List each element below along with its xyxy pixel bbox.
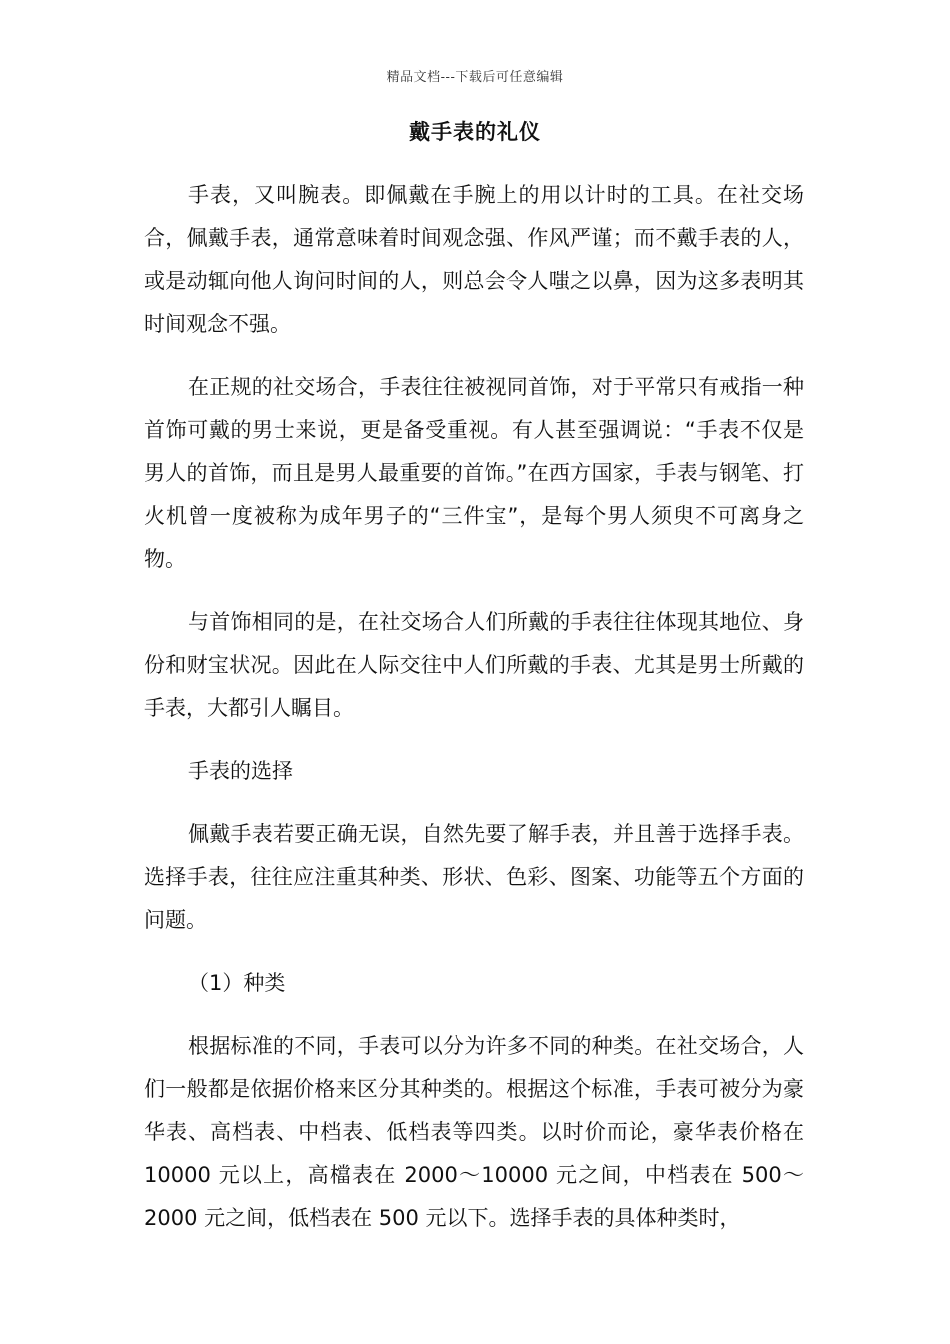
document-body [144,174,804,1260]
page-header-note: 精品文档---下载后可任意编辑 [386,70,564,85]
document-title: 戴手表的礼仪 [409,120,541,144]
paragraph-intro: 手表，又叫腕表。即佩戴在手腕上的用以计时的工具。在社交场合，佩戴手表，通常意味着时间观念强、作风严谨；而不戴手表的人，或是动辄向他人询问时间的人，则总会令人嗤之以鼻，因为这多表明其时间观念不强。 [144,183,804,336]
paragraph-jewelry: 在正规的社交场合，手表往往被视同首饰，对于平常只有戒指一种首饰可戴的男士来说，更是备受重视。有人甚至强调说：“手表不仅是男人的首饰，而且是男人最重要的首饰。”在西方国家，手表与钢笔、打火机曾一度被称为成年男子的“三件宝”，是每个男人须臾不可离身之物。 [144,375,804,571]
paragraph-status: 与首饰相同的是，在社交场合人们所戴的手表往往体现其地位、身份和财宝状况。因此在人际交往中人们所戴的手表、尤其是男士所戴的手表，大都引人瞩目。 [144,610,804,720]
paragraph-types: 根据标准的不同，手表可以分为许多不同的种类。在社交场合，人们一般都是依据价格来区分其种类的。根据这个标准，手表可被分为豪华表、高档表、中档表、低档表等四类。以时价而论，豪华表价格在 10000 元以上，高檔表在 2000～10000 元之间，中档表在 500～2000 元之间，低档表在 500 元以下。选择手表的具体种类时， [144,1034,804,1230]
section-heading-watch-selection: 手表的选择 [188,759,293,783]
paragraph-selection: 佩戴手表若要正确无误，自然先要了解手表，并且善于选择手表。选择手表，往往应注重其种类、形状、色彩、图案、功能等五个方面的问题。 [144,822,804,932]
subsection-heading-types: （1）种类 [188,971,286,995]
